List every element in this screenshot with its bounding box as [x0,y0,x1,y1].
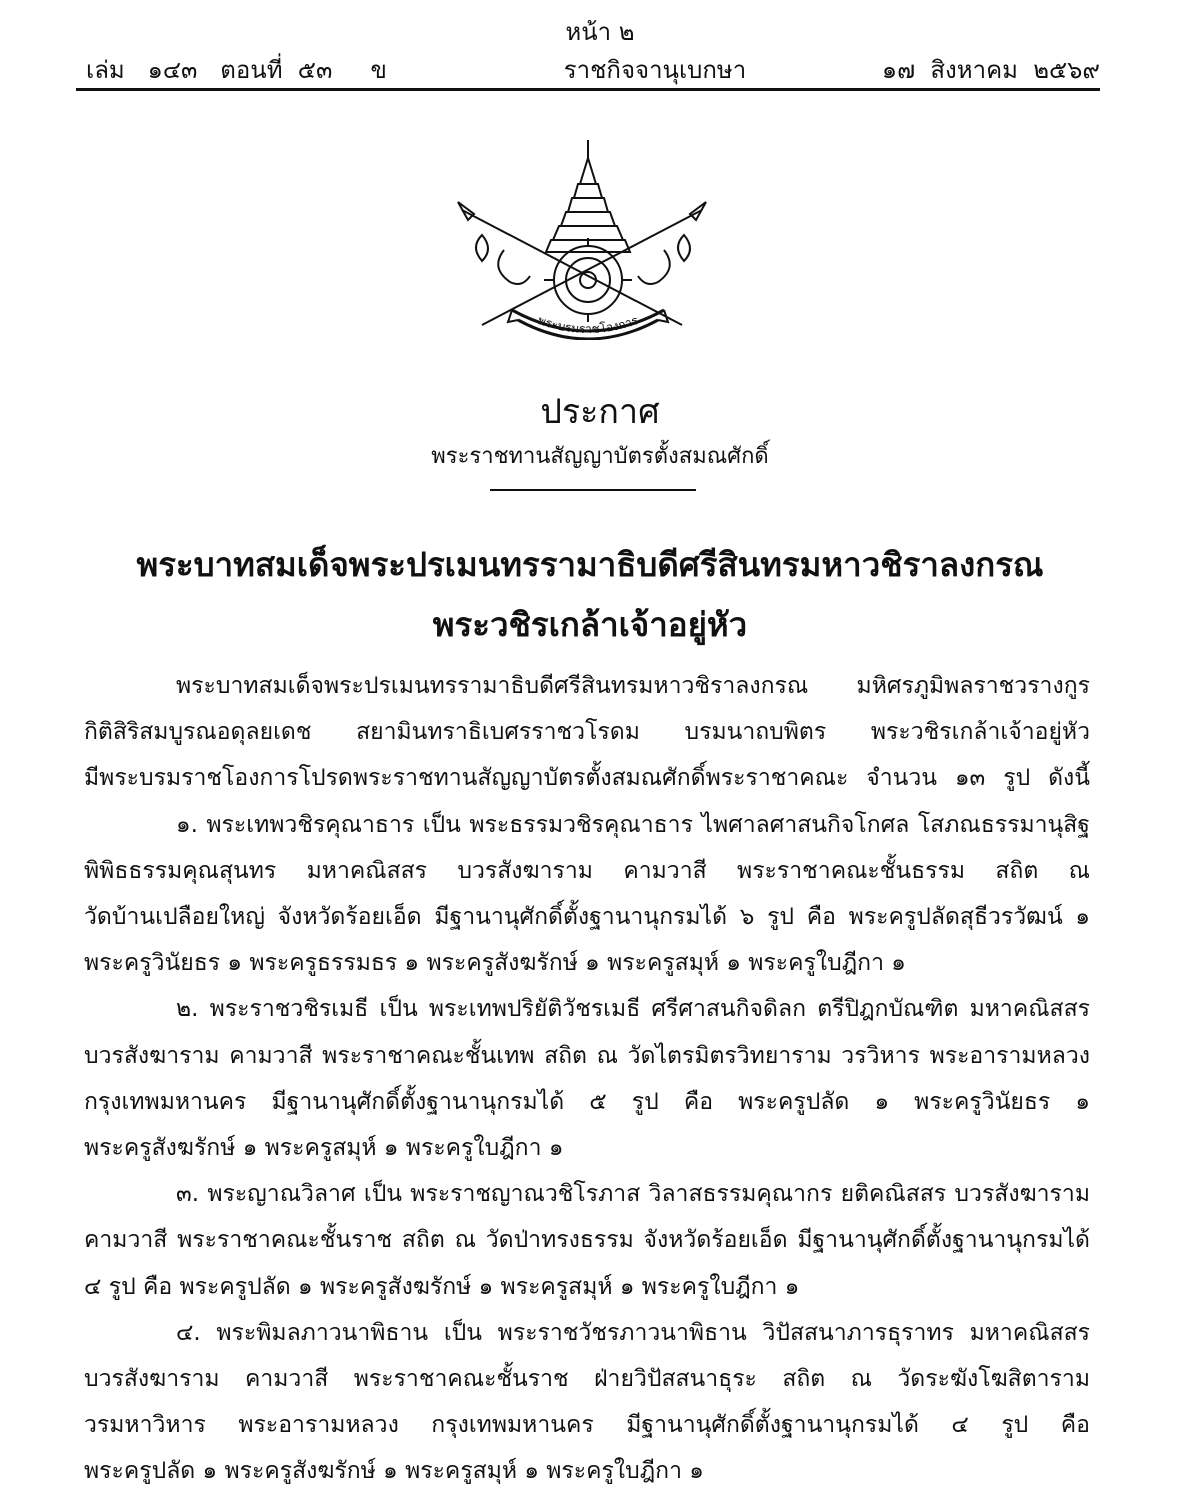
body-line: วรมหาวิหาร พระอารามหลวง กรุงเทพมหานคร มีฐานานุศักดิ์ตั้งฐานานุกรมได้ ๔ รูป คือ [84,1412,1090,1439]
body-line: พระครูวินัยธร ๑ พระครูธรรมธร ๑ พระครูสังฆรักษ์ ๑ พระครูสมุห์ ๑ พระครูใบฎีกา ๑ [84,950,906,977]
body-line: มีพระบรมราชโองการโปรดพระราชทานสัญญาบัตรตั้งสมณศักดิ์พระราชาคณะ จำนวน ๑๓ รูป ดังนี้ [84,765,1090,792]
body-line: ๑. พระเทพวชิรคุณาธาร เป็น พระธรรมวชิรคุณาธาร ไพศาลศาสนกิจโกศล โสภณธรรมานุสิฐ [176,811,1090,838]
document-title: ประกาศ [540,392,660,432]
publication-date: ๑๗ สิงหาคม ๒๕๖๙ [881,56,1100,84]
document-subtitle: พระราชทานสัญญาบัตรตั้งสมณศักดิ์ [431,444,769,469]
body-line: คามวาสี พระราชาคณะชั้นราช สถิต ณ วัดป่าทรงธรรม จังหวัดร้อยเอ็ด มีฐานานุศักดิ์ตั้งฐานานุกรมได้ [84,1227,1090,1254]
king-title-line-2: พระวชิรเกล้าเจ้าอยู่หัว [432,605,748,644]
emblem-ribbon-text: พระบรมราชโองการ [536,313,640,337]
body-line: ๔. พระพิมลภาวนาพิธาน เป็น พระราชวัชรภาวนาพิธาน วิปัสสนาภารธุราทร มหาคณิสสร [176,1319,1090,1346]
body-line: ๓. พระญาณวิลาศ เป็น พระราชญาณวชิโรภาส วิลาสธรรมคุณากร ยติคณิสสร บวรสังฆาราม [176,1181,1090,1208]
body-line: วัดบ้านเปลือยใหญ่ จังหวัดร้อยเอ็ด มีฐานานุศักดิ์ตั้งฐานานุกรมได้ ๖ รูป คือ พระครูปลัดสุธีวรวัฒน์ ๑ [84,904,1090,930]
body-line: พระบาทสมเด็จพระปรเมนทรรามาธิบดีศรีสินทรมหาวชิราลงกรณ มหิศรภูมิพลราชวรางกูร [176,673,1090,699]
royal-emblem-icon [452,140,712,340]
header-divider [76,88,1100,91]
gazette-name: ราชกิจจานุเบกษา [563,56,747,84]
body-line: พระครูปลัด ๑ พระครูสังฆรักษ์ ๑ พระครูสมุห์ ๑ พระครูใบฎีกา ๑ [84,1458,704,1485]
title-divider [490,489,696,491]
volume-issue: เล่ม ๑๔๓ ตอนที่ ๕๓ ข [86,56,387,84]
body-line: กรุงเทพมหานคร มีฐานานุศักดิ์ตั้งฐานานุกรมได้ ๕ รูป คือ พระครูปลัด ๑ พระครูวินัยธร ๑ [84,1088,1090,1115]
king-title-line-1: พระบาทสมเด็จพระปรเมนทรรามาธิบดีศรีสินทรมหาวชิราลงกรณ [136,545,1044,584]
body-line: ๔ รูป คือ พระครูปลัด ๑ พระครูสังฆรักษ์ ๑ พระครูสมุห์ ๑ พระครูใบฎีกา ๑ [84,1273,800,1300]
page-number: หน้า ๒ [565,18,635,46]
gazette-header [80,50,1100,84]
body-line: บวรสังฆาราม คามวาสี พระราชาคณะชั้นเทพ สถิต ณ วัดไตรมิตรวิทยาราม วรวิหาร พระอารามหลวง [84,1042,1090,1069]
body-line: บวรสังฆาราม คามวาสี พระราชาคณะชั้นราช ฝ่ายวิปัสสนาธุระ สถิต ณ วัดระฆังโฆสิตาราม [84,1366,1090,1392]
body-line: พระครูสังฆรักษ์ ๑ พระครูสมุห์ ๑ พระครูใบฎีกา ๑ [84,1135,564,1161]
body-line: ๒. พระราชวชิรเมธี เป็น พระเทพปริยัติวัชรเมธี ศรีศาสนกิจดิลก ตรีปิฎกบัณฑิต มหาคณิสสร [176,996,1090,1023]
body-line: พิพิธธรรมคุณสุนทร มหาคณิสสร บวรสังฆาราม คามวาสี พระราชาคณะชั้นธรรม สถิต ณ [84,857,1090,884]
body-line: กิติสิริสมบูรณอดุลยเดช สยามินทราธิเบศรราชวโรดม บรมนาถบพิตร พระวชิรเกล้าเจ้าอยู่หัว [84,719,1090,746]
